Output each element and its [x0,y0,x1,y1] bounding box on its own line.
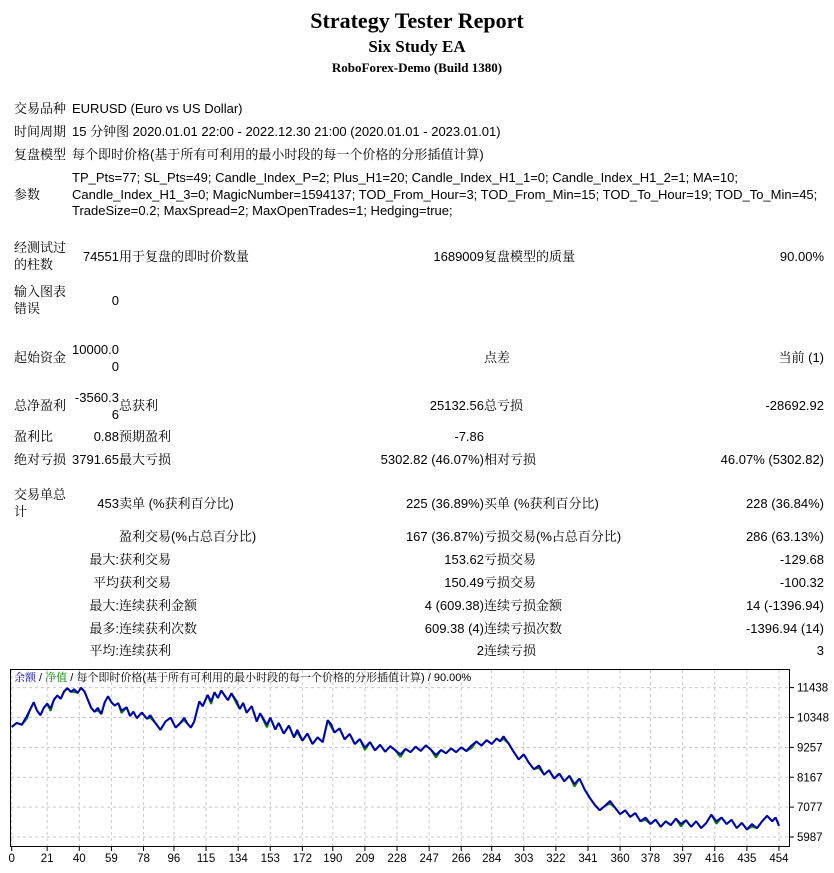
row-label: 起始资金 [14,350,67,366]
row-label: 绝对亏损 [14,452,67,468]
spacer-cell [14,223,824,237]
value-cell: 150.49 [444,574,484,590]
y-tick-label: 9257 [797,742,823,755]
table-row [14,449,824,472]
legend-balance-label: 余额 [14,672,36,685]
value-cell: 最大: [89,551,119,567]
x-tick-label: 115 [196,853,216,866]
spacer-row [14,321,824,339]
table-row [14,426,824,449]
chart-legend [14,670,471,684]
table-row [14,595,824,618]
right-label: 相对亏损 [484,452,537,468]
report-header [0,8,834,76]
x-tick-label: 209 [355,853,375,866]
mid-label: 总获利 [119,398,159,414]
value-cell: -3560.36 [74,389,119,422]
report-table [14,98,824,663]
value-cell: 2 [476,643,484,659]
value-cell: 609.38 (4) [424,620,484,636]
y-tick-label: 5987 [797,832,823,845]
row-label: 经测试过的柱数 [14,240,67,273]
plot-area [11,670,790,847]
value-cell: 46.07% (5302.82) [720,452,825,468]
mid-label: 连续获利金额 [119,597,198,613]
right-label: 亏损交易 [484,574,537,590]
value-cell: -129.68 [779,551,825,567]
table-row [14,98,824,121]
x-tick-label: 435 [737,853,757,866]
y-tick-label: 11438 [797,682,829,695]
mid-label [119,339,369,379]
spacer-cell [14,321,824,339]
row-label [14,618,72,641]
mid-label: 连续获利 [119,643,172,659]
table-row [14,526,824,549]
row-label [14,640,72,663]
mid-label: 预期盈利 [119,429,172,445]
x-tick-label: 0 [8,853,15,866]
x-tick-label: 303 [514,853,534,866]
right-label: 点差 [484,350,511,366]
x-tick-label: 190 [323,853,343,866]
y-tick-label: 10348 [797,712,829,725]
row-label: 复盘模型 [14,146,67,162]
spacer-cell [14,472,824,484]
row-label: 总净盈利 [14,398,67,414]
value-cell: 1689009 [433,248,484,264]
x-tick-label: 284 [482,853,502,866]
row-label [14,572,72,595]
right-label: 买单 (%获利百分比) [484,495,599,511]
spacer-row [14,223,824,237]
x-tick-label: 228 [387,853,407,866]
right-label: 亏损交易(%占总百分比) [484,529,622,545]
value-cell: 最大: [89,597,119,613]
table-row [14,121,824,144]
mid-label: 获利交易 [119,574,172,590]
right-label [484,426,704,449]
table-row [14,572,824,595]
mid-label: 连续获利次数 [119,620,198,636]
row-label: 交易单总计 [14,487,67,520]
value-cell: 153.62 [444,551,484,567]
x-tick-label: 172 [292,853,312,866]
x-tick-label: 247 [419,853,439,866]
value-cell: -100.32 [779,574,825,590]
row-value-wide: TP_Pts=77; SL_Pts=49; Candle_Index_P=2; Plus_H1=20; Candle_Index_H1_1=0; Candle_Index_H1_2=1; MA=10; Candle_Index_H1_3=0; MagicNumber=1594137; TOD_From_Hour=3; TOD_From_Min=15; TOD_To_Hour=19; TOD_To_Min=45; TradeSize=0.2; MaxSpread=2; MaxOpenTrades=1; Hedging=true; [72,169,818,219]
x-tick-label: 454 [769,853,789,866]
right-label: 连续亏损次数 [484,620,563,636]
value-cell [72,526,119,549]
spacer-cell [14,379,824,387]
value-cell: 0 [111,292,119,308]
value-cell: 当前 (1) [778,350,825,366]
table-row [14,484,824,524]
value-cell: 90.00% [779,248,825,264]
mid-label: 盈利交易(%占总百分比) [119,529,257,545]
value-cell: 14 (-1396.94) [745,597,825,613]
row-value-wide: EURUSD (Euro vs US Dollar) [72,101,243,116]
row-label: 盈利比 [14,429,54,445]
ea-name: Six Study EA [368,37,466,56]
value-cell: 平均: [89,643,119,659]
value-cell: 228 (36.84%) [745,495,825,511]
value-cell: 4 (609.38) [424,597,484,613]
mid-label: 卖单 (%获利百分比) [119,495,234,511]
legend-separator: / [36,672,46,685]
x-tick-label: 59 [105,853,118,866]
value-cell: -28692.92 [765,398,825,414]
table-row [14,549,824,572]
table-row [14,281,824,321]
legend-model-text: / 每个即时价格(基于所有可利用的最小时段的每一个价格的分形插值计算) / 90.00% [67,672,472,685]
x-tick-label: 360 [610,853,630,866]
report-table-body [14,98,824,663]
row-label: 输入图表错误 [14,284,67,317]
row-label: 参数 [14,186,41,202]
x-tick-label: 397 [673,853,693,866]
value-cell: 平均 [92,574,119,590]
value-cell: 3791.65 [72,452,119,468]
value-cell: 10000.00 [72,341,119,374]
x-tick-label: 21 [40,853,54,866]
x-tick-label: 322 [546,853,566,866]
value-cell: 167 (36.87%) [405,529,484,545]
right-label [484,281,704,321]
balance-chart [0,668,834,868]
server-build: RoboForex-Demo (Build 1380) [331,60,503,75]
table-row [14,339,824,379]
table-row [14,144,824,167]
spacer-row [14,472,824,484]
row-value-wide: 15 分钟图 2020.01.01 22:00 - 2022.12.30 21:00 (2020.01.01 - 2023.01.01) [72,123,501,139]
right-label: 亏损交易 [484,551,537,567]
value-cell: 0.88 [93,429,119,445]
value-cell: 25132.56 [429,398,484,414]
mid-label [119,281,369,321]
row-label: 时间周期 [14,123,67,139]
mid-label: 获利交易 [119,551,172,567]
row-label [14,595,72,618]
row-label [14,526,72,549]
table-row [14,387,824,427]
value-cell [704,281,824,321]
table-row [14,167,824,224]
right-label: 连续亏损金额 [484,597,563,613]
row-label [14,549,72,572]
value-cell: -1396.94 (14) [745,620,825,636]
table-row [14,237,824,277]
row-value-wide: 每个即时价格(基于所有可利用的最小时段的每一个价格的分形插值计算) [72,146,484,162]
value-cell: 最多: [89,620,119,636]
balance-chart-container [0,668,834,873]
table-row [14,618,824,641]
value-cell: 5302.82 (46.07%) [380,452,484,468]
x-tick-label: 78 [137,853,150,866]
value-cell: 286 (63.13%) [745,529,825,545]
value-cell: 3 [816,643,825,659]
report-title: Strategy Tester Report [310,8,524,33]
x-tick-label: 378 [640,853,661,866]
x-tick-label: 266 [451,853,471,866]
x-tick-label: 416 [705,853,725,866]
mid-label: 用于复盘的即时价数量 [119,248,250,264]
value-cell [704,426,824,449]
mid-label: 最大亏损 [119,452,172,468]
x-tick-label: 96 [167,853,181,866]
right-label: 连续亏损 [484,643,537,659]
spacer-row [14,379,824,387]
right-label: 总亏损 [484,398,524,414]
row-label: 交易品种 [14,101,67,116]
value-cell: -7.86 [454,429,484,445]
value-cell: 453 [97,495,119,511]
x-tick-label: 40 [72,853,86,866]
value-cell [369,281,484,321]
x-tick-label: 153 [260,853,280,866]
y-tick-label: 8167 [797,772,823,785]
value-cell: 74551 [82,248,119,264]
y-tick-label: 7077 [797,802,823,815]
right-label: 复盘模型的质量 [484,248,576,264]
table-row [14,640,824,663]
value-cell: 225 (36.89%) [405,495,484,511]
x-tick-label: 341 [578,853,598,866]
legend-equity-label: 净值 [45,672,68,685]
x-tick-label: 134 [228,853,248,866]
value-cell [369,339,484,379]
